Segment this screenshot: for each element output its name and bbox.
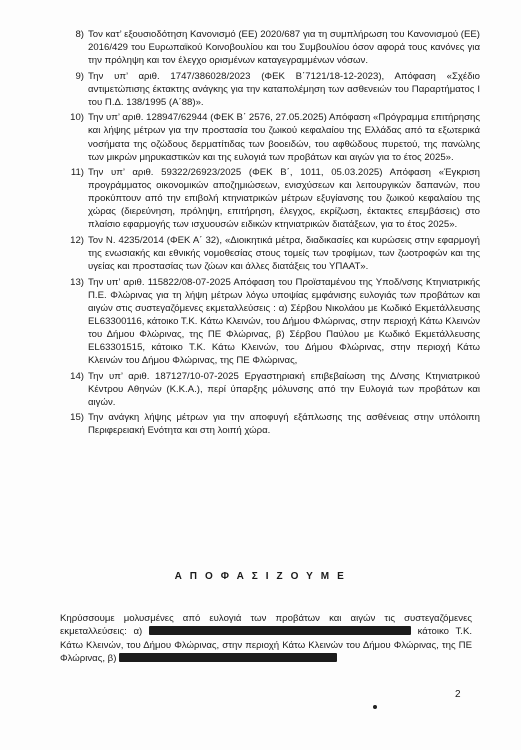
- legal-basis-list: [64, 28, 480, 440]
- item-number: 14): [70, 370, 84, 382]
- decision-heading: Α Π Ο Φ Α Σ Ι Ζ Ο Υ Μ Ε: [174, 571, 347, 582]
- item-number: 12): [70, 234, 84, 246]
- decision-text-part1: Κηρύσσουμε μολυσμένες από ευλογιά των προβάτων και αιγών τις συστεγαζόμενες εκμεταλλεύσεις: α): [60, 613, 472, 638]
- item-number: 15): [70, 412, 84, 424]
- page-number: 2: [455, 689, 461, 700]
- item-text: Τον Ν. 4235/2014 (ΦΕΚ Α΄ 32), «Διοικητικά μέτρα, διαδικασίες και κυρώσεις στην εφαρμογή της ενωσιακής και εθνικής νομοθεσίας στους τομείς των τροφίμων, των ζωοτροφών και της υγείας και προστασίας των ζώων και άλλες διατάξεις του ΥΠΑΑΤ».: [88, 234, 480, 273]
- item-number: 10): [70, 112, 84, 124]
- decision-text-part2: κάτοικο Τ.Κ. Κάτω Κλεινών, του Δήμου Φλώρινας, στην περιοχή Κάτω Κλεινών του Δήμου Φλώρινας, της ΠΕ Φλώρινας, β): [60, 626, 473, 665]
- list-item: [64, 276, 480, 368]
- list-item: [64, 111, 480, 163]
- list-item: [64, 411, 480, 437]
- list-item: [64, 70, 480, 109]
- item-text: Την υπ’ αριθ. 1747/386028/2023 (ΦΕΚ Β΄7121/18-12-2023), Απόφαση «Σχέδιο αντιμετώπισης έκτακτης ανάγκης για την καταπολέμηση των ασθενειών του Παραρτήματος Ι του Π.Δ. 138/1995 (Α΄88)».: [88, 70, 480, 108]
- list-item: [64, 234, 480, 273]
- list-item: [64, 370, 480, 409]
- item-number: 9): [75, 70, 84, 82]
- item-text: Την ανάγκη λήψης μέτρων για την αποφυγή εξάπλωσης της ασθένειας στην υπόλοιπη Περιφερειακή Ενότητα και στη λοιπή χώρα.: [88, 412, 480, 437]
- item-number: 8): [75, 29, 84, 40]
- item-text: Την υπ’ αριθ. 115822/08-07-2025 Απόφαση του Προϊσταμένου της Υποδ/νσης Κτηνιατρικής Π.Ε. Φλώρινας για τη λήψη μέτρων λόγω υποψίας εμφάνισης ευλογιάς των προβάτων και αιγών στις συστεγαζόμενες εκμεταλλεύσεις : α) Σέρβου Νικολάου με Κωδικό Εκμετάλλευσης EL63300116, κάτοικο Τ.Κ. Κάτω Κλεινών, του Δήμου Φλώρινας, στην περιοχή Κάτω Κλεινών του Δήμου Φλώρινας, της ΠΕ Φλώρινας, β) Σέρβου Παύλου με Κωδικό Εκμετάλλευσης EL63301515, κάτοικο Τ.Κ. Κάτω Κλεινών, του Δήμου Φλώρινας, στην περιοχή Κάτω Κλεινών του Δήμου Φλώρινας, της ΠΕ Φλώρινας,: [88, 276, 480, 367]
- ink-dot: [373, 705, 377, 709]
- item-number: 13): [70, 276, 84, 288]
- list-item: [64, 28, 480, 67]
- item-text: Την υπ’ αριθ. 128947/62944 (ΦΕΚ Β΄ 2576, 27.05.2025) Απόφαση «Πρόγραμμα επιτήρησης και λήψης μέτρων για την προστασία του ζωικού κεφαλαίου της Ελλάδας από τα εξωτερικά νοσήματα της οζώδους δερματίτιδας των βοοειδών, του αφθώδους πυρετού, της πανώλης των μικρών μηρυκαστικών και της ευλογιά των προβάτων και αιγών για το έτος 2025».: [88, 112, 480, 163]
- list-item: [64, 166, 480, 231]
- item-text: Τον κατ’ εξουσιοδότηση Κανονισμό (ΕΕ) 2020/687 για τη συμπλήρωση του Κανονισμού (ΕΕ) 2016/429 του Ευρωπαϊκού Κοινοβουλίου και του Συμβουλίου όσον αφορά τους κανόνες για την πρόληψη και τον έλεγχο ορισμένων καταγεγραμμένων νόσων.: [88, 29, 480, 67]
- item-text: Την υπ’ αριθ. 187127/10-07-2025 Εργαστηριακή επιβεβαίωση της Δ/νσης Κτηνιατρικού Κέντρου Αθηνών (Κ.Κ.Α.), περί ύπαρξης μόλυνσης από την Ευλογιά των προβάτων και αιγών.: [88, 370, 480, 408]
- redaction-bar: [119, 653, 337, 662]
- decision-paragraph: [60, 612, 472, 666]
- redaction-bar: [149, 626, 411, 635]
- item-number: 11): [70, 167, 84, 179]
- item-text: Την υπ’ αριθ. 59322/26923/2025 (ΦΕΚ Β΄, 1011, 05.03.2025) Απόφαση «Έγκριση προγράμματος οικονομικών αποζημιώσεων, ενισχύσεων και λειτουργικών δαπανών, που προκύπτουν από την επιβολή κτηνιατρικών μέτρων εξυγίανσης του ζωικού κεφαλαίου της χώρας (διερεύνηση, πρόληψη, επιτήρηση, έλεγχος, εκρίζωση, έκτακτες επεμβάσεις) στο πλαίσιο εφαρμογής των ισχυουσών ειδικών κτηνιατρικών διατάξεων, για το έτος 2025».: [88, 167, 480, 231]
